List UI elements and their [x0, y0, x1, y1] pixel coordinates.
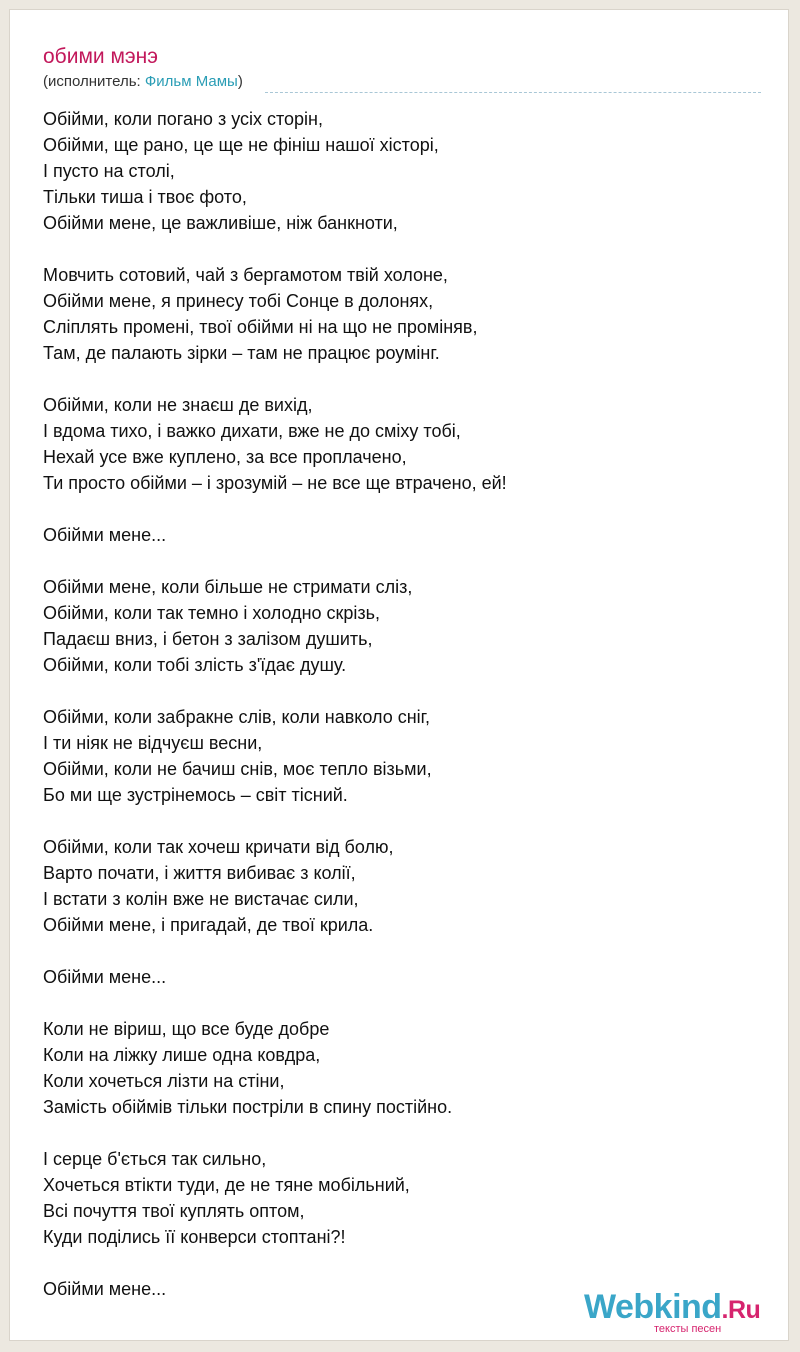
lyrics-line: І ти ніяк не відчуєш весни, [43, 733, 263, 753]
lyrics-stanza [43, 522, 763, 548]
lyrics-line: Коли на ліжку лише одна ковдра, [43, 1045, 321, 1065]
performer-prefix: (исполнитель: [43, 73, 145, 90]
lyrics-line: Ти просто обійми – і зрозумій – не все ще втрачено, ей! [43, 473, 507, 493]
lyrics-line: Обійми мене, і пригадай, де твої крила. [43, 915, 374, 935]
performer-link[interactable]: Фильм Мамы [144, 73, 238, 90]
lyrics-line: Обійми, коли забракне слів, коли навколо сніг, [43, 707, 431, 727]
lyrics-line: Бо ми ще зустрінемось – світ тісний. [43, 785, 348, 805]
site-logo[interactable] [584, 1287, 784, 1337]
lyrics-line: Обійми мене... [43, 1279, 167, 1299]
lyrics-stanza [43, 262, 763, 366]
lyrics-line: І встати з колін вже не вистачає сили, [43, 889, 359, 909]
lyrics-stanza [43, 834, 763, 938]
lyrics-line: Замість обіймів тільки постріли в спину постійно. [43, 1097, 453, 1117]
lyrics-line: Сліплять промені, твої обійми ні на що не проміняв, [43, 317, 478, 337]
lyrics-line: Обійми, ще рано, це ще не фініш нашої хісторі, [43, 135, 439, 155]
lyrics-line: Падаєш вниз, і бетон з залізом душить, [43, 629, 373, 649]
lyrics-stanza [43, 106, 763, 236]
lyrics-line: Обійми мене, це важливіше, ніж банкноти, [43, 213, 398, 233]
lyrics-line: Обійми, коли так темно і холодно скрізь, [43, 603, 381, 623]
lyrics-line: Всі почуття твої куплять оптом, [43, 1201, 305, 1221]
performer-suffix: ) [237, 73, 243, 90]
lyrics-line: І серце б'ється так сильно, [43, 1149, 267, 1169]
logo-tagline: тексты песен [654, 1323, 722, 1335]
lyrics-stanza [43, 1146, 763, 1250]
lyrics-line: Обійми, коли так хочеш кричати від болю, [43, 837, 394, 857]
logo-tld: .Ru [721, 1296, 761, 1324]
lyrics-line: І пусто на столі, [43, 161, 175, 181]
song-title: обими мэнэ [43, 45, 158, 68]
lyrics-line: Обійми мене, коли більше не стримати сліз, [43, 577, 413, 597]
lyrics-line: Обійми мене... [43, 525, 167, 545]
lyrics-page [9, 9, 789, 1341]
performer-line [43, 73, 243, 91]
lyrics-line: Тільки тиша і твоє фото, [43, 187, 247, 207]
lyrics-stanza [43, 964, 763, 990]
lyrics-line: Обійми, коли не знаєш де вихід, [43, 395, 313, 415]
lyrics-line: Обійми мене, я принесу тобі Сонце в долонях, [43, 291, 434, 311]
lyrics-text [43, 106, 763, 1328]
lyrics-line: І вдома тихо, і важко дихати, вже не до сміху тобі, [43, 421, 461, 441]
lyrics-line: Хочеться втікти туди, де не тяне мобільний, [43, 1175, 410, 1195]
logo-brand: Webkind [584, 1288, 722, 1326]
lyrics-line: Мовчить сотовий, чай з бергамотом твій холоне, [43, 265, 448, 285]
lyrics-line: Коли не віриш, що все буде добре [43, 1019, 330, 1039]
lyrics-stanza [43, 574, 763, 678]
lyrics-line: Там, де палають зірки – там не працює роумінг. [43, 343, 440, 363]
lyrics-line: Куди поділись її конверси стоптані?! [43, 1227, 346, 1247]
lyrics-line: Обійми, коли тобі злість з'їдає душу. [43, 655, 347, 675]
lyrics-stanza [43, 1016, 763, 1120]
lyrics-line: Обійми мене... [43, 967, 167, 987]
lyrics-line: Обійми, коли не бачиш снів, моє тепло візьми, [43, 759, 432, 779]
lyrics-line: Варто почати, і життя вибиває з колії, [43, 863, 356, 883]
lyrics-line: Обійми, коли погано з усіх сторін, [43, 109, 323, 129]
header-divider [265, 92, 761, 93]
lyrics-line: Коли хочеться лізти на стіни, [43, 1071, 285, 1091]
lyrics-line: Нехай усе вже куплено, за все проплачено, [43, 447, 407, 467]
lyrics-stanza [43, 704, 763, 808]
lyrics-stanza [43, 392, 763, 496]
